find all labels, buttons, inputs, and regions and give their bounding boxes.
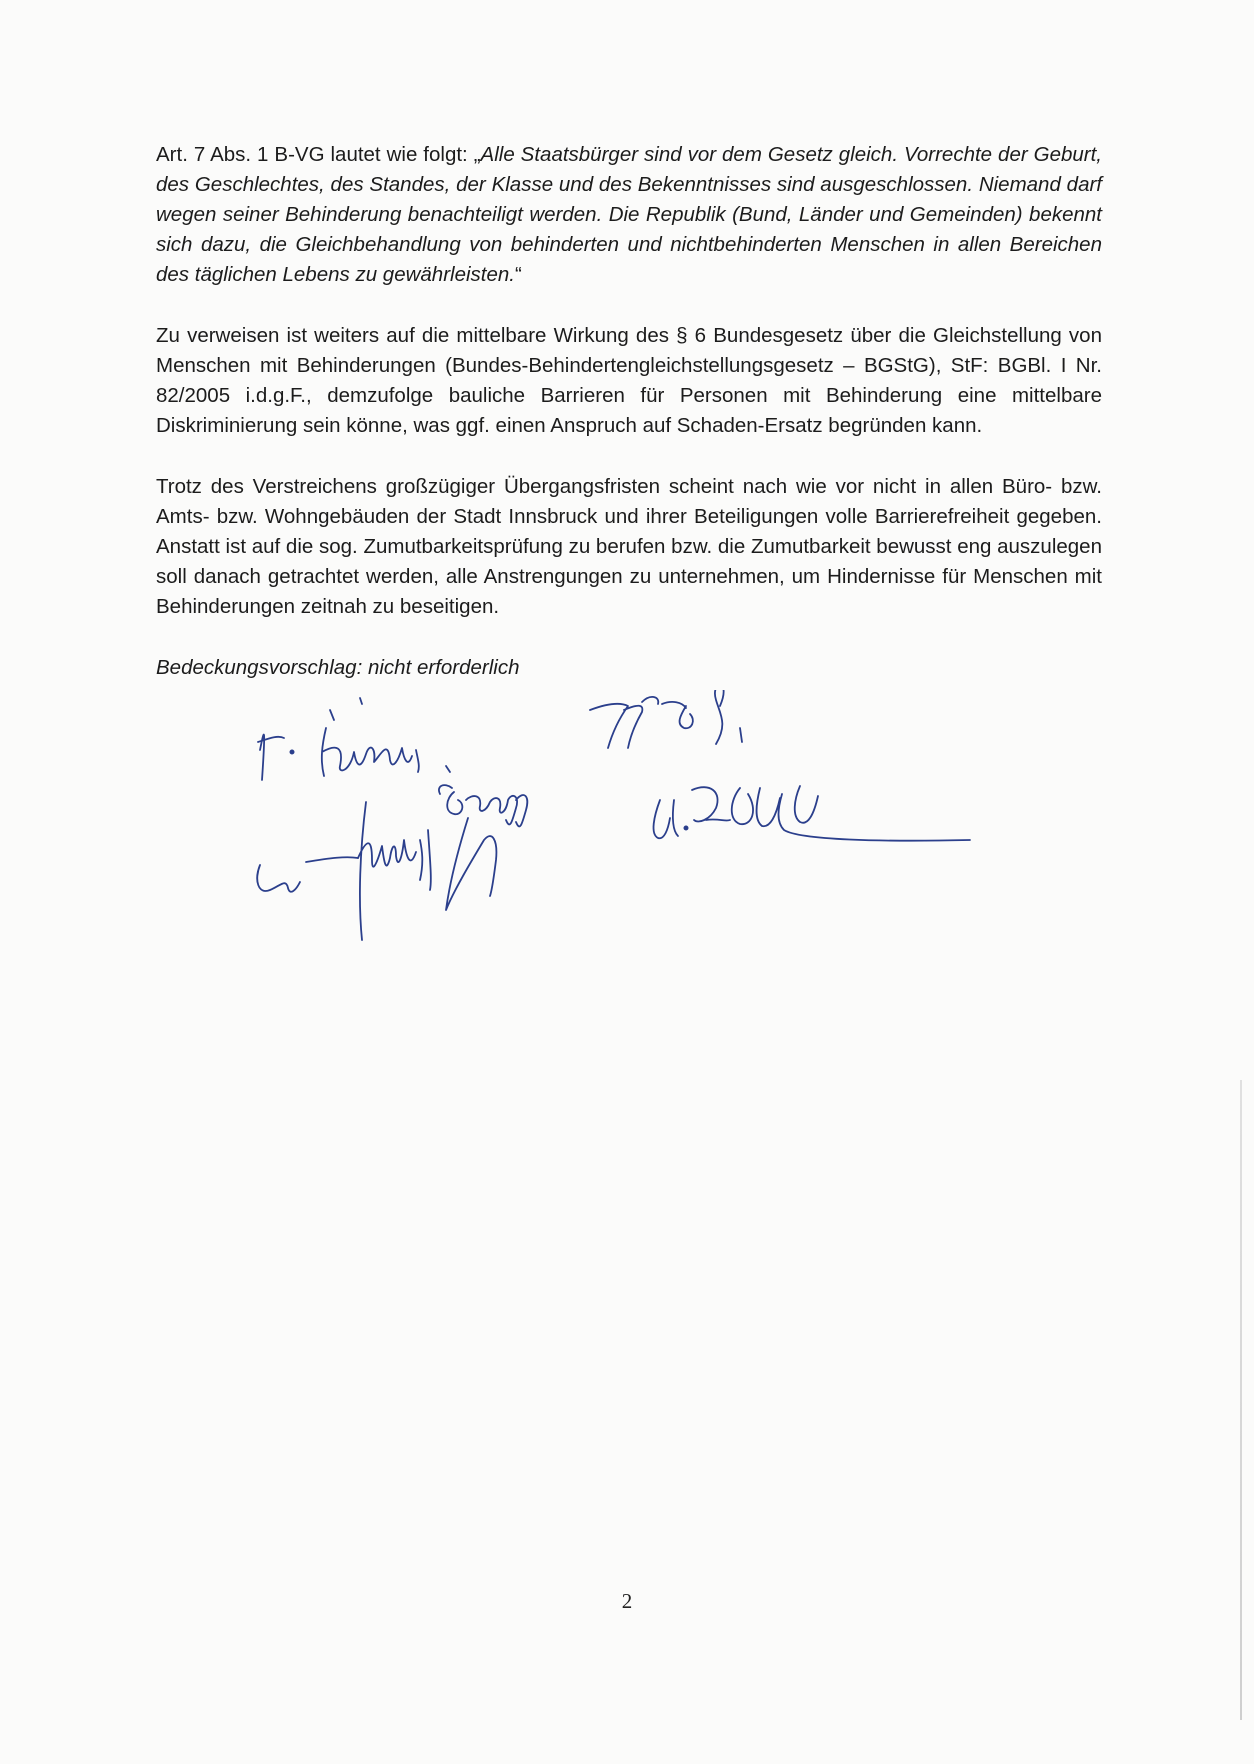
signature-5 (654, 786, 970, 841)
signature-1 (258, 698, 419, 780)
art7-closing-quote: “ (515, 263, 522, 286)
art7-intro: Art. 7 Abs. 1 B-VG lautet wie folgt: „ (156, 143, 481, 166)
coverage-note (156, 653, 1102, 683)
art7-quote: Alle Staatsbürger sind vor dem Gesetz gleich. Vorrechte der Geburt, des Geschlechtes, des Standes, der Klasse und des Bekenntnisses sind ausgeschlossen. Niemand darf wegen seiner Behinderung benachteiligt werden. Die Republik (Bund, Länder und Gemeinden) bekennt sich dazu, die Gleichbehandlung von behinderten und nichtbehinderten Menschen in allen Bereichen des täglichen Lebens zu gewährleisten. (156, 143, 1102, 286)
signatures-block (240, 690, 1100, 1040)
page-number: 2 (621, 1589, 633, 1613)
document-body (156, 140, 1102, 714)
coverage-note-text: Bedeckungsvorschlag: nicht erforderlich (156, 656, 520, 679)
signature-3 (358, 802, 496, 940)
paragraph-bgstg: Zu verweisen ist weiters auf die mittelbare Wirkung des § 6 Bundesgesetz über die Gleichstellung von Menschen mit Behinderungen (Bundes-Behindertengleichstellungsgesetz – BGStG), StF: BGBl. I Nr. 82/2005 i.d.g.F., demzufolge bauliche Barrieren für Personen mit Behinderung eine mittelbare Diskriminierung sein könne, was ggf. einen Anspruch auf Schaden-Ersatz begründen kann. (156, 324, 1102, 437)
scan-page-edge (1240, 1080, 1242, 1720)
signature-4 (590, 690, 742, 748)
signature-2 (257, 766, 527, 892)
paragraph-barrierefreiheit: Trotz des Verstreichens großzügiger Übergangsfristen scheint nach wie vor nicht in allen Büro- bzw. Amts- bzw. Wohngebäuden der Stadt Innsbruck und ihrer Beteiligungen volle Barrierefreiheit gegeben. Anstatt ist auf die sog. Zumutbarkeitsprüfung zu berufen bzw. die Zumutbarkeit bewusst eng auszulegen soll danach getrachtet werden, alle Anstrengungen zu unternehmen, um Hindernisse für Menschen mit Behinderungen zeitnah zu beseitigen. (156, 475, 1102, 618)
paragraph-art7 (156, 140, 1102, 290)
handwritten-signatures-icon (240, 690, 1100, 1040)
